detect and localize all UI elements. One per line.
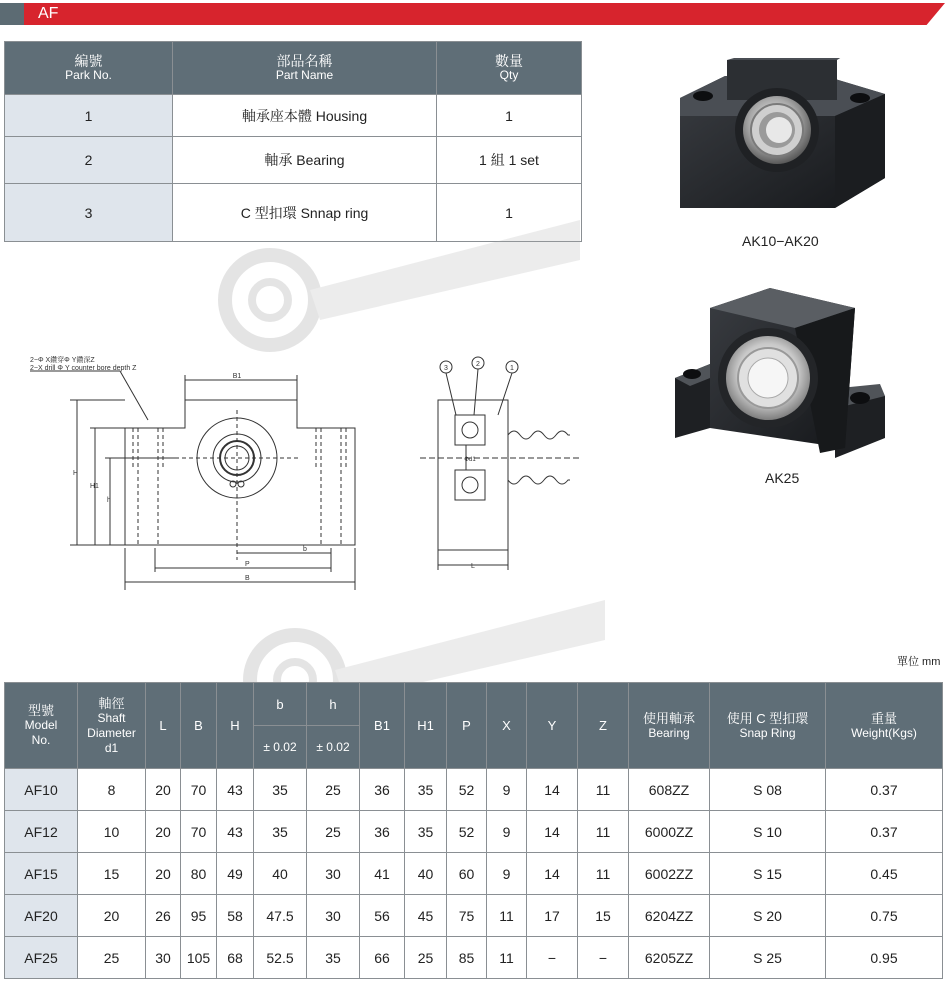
photo-caption-2: AK25 (765, 470, 800, 486)
spec-cell: 49 (217, 853, 254, 895)
dim-L: L (471, 563, 475, 570)
spec-cell: 30 (146, 937, 181, 979)
spec-cell: 26 (146, 895, 181, 937)
spec-cell: 45 (405, 895, 447, 937)
parts-row: 3 C 型扣環 Snnap ring 1 (5, 184, 582, 242)
spec-cell: 6204ZZ (629, 895, 710, 937)
dim-P: P (245, 561, 250, 568)
spec-cell: AF15 (5, 853, 78, 895)
spec-row (5, 895, 943, 937)
spec-cell: 70 (181, 811, 217, 853)
spec-cell: 70 (181, 769, 217, 811)
col-L: L (146, 683, 181, 769)
spec-cell: 11 (578, 811, 629, 853)
spec-cell: 11 (578, 853, 629, 895)
spec-cell: 0.45 (826, 853, 943, 895)
header-band (24, 3, 945, 25)
spec-cell: 35 (254, 769, 307, 811)
unit-label: 單位 mm (897, 656, 941, 668)
spec-cell: − (578, 937, 629, 979)
spec-cell: S 25 (710, 937, 826, 979)
spec-cell: 6205ZZ (629, 937, 710, 979)
spec-cell: 14 (527, 853, 578, 895)
spec-cell: 30 (307, 895, 360, 937)
col-bearing: 使用軸承 Bearing (629, 683, 710, 769)
spec-cell: AF10 (5, 769, 78, 811)
product-photo-ak10-ak20 (675, 58, 895, 228)
spec-cell: S 10 (710, 811, 826, 853)
spec-row (5, 769, 943, 811)
spec-cell: S 20 (710, 895, 826, 937)
spec-cell: 30 (307, 853, 360, 895)
spec-cell: 9 (487, 769, 527, 811)
col-weight: 重量 Weight(Kgs) (826, 683, 943, 769)
col-h-tolerance: ± 0.02 (307, 726, 360, 769)
photo-caption-1: AK10−AK20 (742, 233, 819, 249)
spec-cell: 25 (78, 937, 146, 979)
col-H1: H1 (405, 683, 447, 769)
col-shaft: 軸徑 Shaft Diameter d1 (78, 683, 146, 769)
parts-row: 2 軸承 Bearing 1 組 1 set (5, 137, 582, 184)
spec-cell: AF25 (5, 937, 78, 979)
spec-cell: 66 (360, 937, 405, 979)
spec-cell: 75 (447, 895, 487, 937)
spec-cell: 10 (78, 811, 146, 853)
spec-cell: 0.75 (826, 895, 943, 937)
col-snap-ring: 使用 C 型扣環 Snap Ring (710, 683, 826, 769)
spec-cell: 11 (487, 937, 527, 979)
spec-cell: 8 (78, 769, 146, 811)
col-h: h (307, 683, 360, 726)
spec-cell: 40 (254, 853, 307, 895)
dim-h: h (107, 497, 111, 504)
spec-cell: 36 (360, 811, 405, 853)
spec-cell: 105 (181, 937, 217, 979)
spec-cell: 36 (360, 769, 405, 811)
drawing-note-1: 2−Φ X鑽穿Φ Y鑽深Z (30, 357, 95, 364)
col-Y: Y (527, 683, 578, 769)
spec-cell: 43 (217, 811, 254, 853)
col-b: b (254, 683, 307, 726)
dim-H: H (73, 470, 79, 477)
spec-cell: S 15 (710, 853, 826, 895)
spec-row (5, 811, 943, 853)
spec-cell: 68 (217, 937, 254, 979)
parts-header-qty: 數量 Qty (437, 42, 582, 95)
parts-header-name: 部品名稱 Part Name (173, 42, 437, 95)
spec-cell: 608ZZ (629, 769, 710, 811)
spec-cell: 0.37 (826, 769, 943, 811)
spec-cell: 6002ZZ (629, 853, 710, 895)
spec-cell: 52.5 (254, 937, 307, 979)
spec-cell: 6000ZZ (629, 811, 710, 853)
spec-cell: S 08 (710, 769, 826, 811)
dim-d1: Φd1 (464, 457, 476, 463)
dim-b: b (303, 546, 307, 553)
dim-B1: B1 (232, 373, 242, 380)
balloon-1: 1 (510, 365, 514, 372)
spec-row (5, 937, 943, 979)
spec-cell: 52 (447, 769, 487, 811)
parts-row: 1 軸承座本體 Housing 1 (5, 95, 582, 137)
parts-header-no: 編號 Park No. (5, 42, 173, 95)
spec-cell: 11 (578, 769, 629, 811)
spec-cell: 15 (578, 895, 629, 937)
spec-cell: 11 (487, 895, 527, 937)
spec-cell: 41 (360, 853, 405, 895)
dim-B: B (245, 575, 250, 582)
spec-cell: 35 (405, 769, 447, 811)
spec-cell: 17 (527, 895, 578, 937)
spec-cell: 9 (487, 853, 527, 895)
spec-cell: 43 (217, 769, 254, 811)
col-b-tolerance: ± 0.02 (254, 726, 307, 769)
section-title: AF (38, 5, 59, 22)
header-accent (0, 3, 24, 25)
col-B1: B1 (360, 683, 405, 769)
spec-cell: 0.95 (826, 937, 943, 979)
spec-cell: 80 (181, 853, 217, 895)
spec-cell: 58 (217, 895, 254, 937)
spec-row (5, 853, 943, 895)
spec-cell: 20 (146, 769, 181, 811)
spec-cell: 20 (146, 853, 181, 895)
spec-cell: 25 (307, 811, 360, 853)
balloon-2: 2 (476, 361, 480, 368)
spec-cell: 56 (360, 895, 405, 937)
spec-cell: 20 (146, 811, 181, 853)
spec-cell: 40 (405, 853, 447, 895)
spec-cell: 52 (447, 811, 487, 853)
spec-cell: 85 (447, 937, 487, 979)
spec-cell: 35 (254, 811, 307, 853)
col-X: X (487, 683, 527, 769)
spec-cell: 25 (405, 937, 447, 979)
side-view-drawing (420, 355, 580, 575)
dim-H1: H1 (90, 483, 99, 490)
spec-cell: 0.37 (826, 811, 943, 853)
watermark-logo (210, 200, 590, 360)
col-B: B (181, 683, 217, 769)
spec-cell: 20 (78, 895, 146, 937)
section-header (0, 3, 945, 25)
spec-cell: 47.5 (254, 895, 307, 937)
spec-cell: AF20 (5, 895, 78, 937)
product-photo-ak25 (670, 288, 890, 463)
col-H: H (217, 683, 254, 769)
spec-cell: AF12 (5, 811, 78, 853)
spec-table (4, 682, 943, 979)
spec-cell: 35 (307, 937, 360, 979)
spec-cell: − (527, 937, 578, 979)
spec-cell: 14 (527, 769, 578, 811)
spec-cell: 35 (405, 811, 447, 853)
col-model: 型號 Model No. (5, 683, 78, 769)
spec-cell: 95 (181, 895, 217, 937)
col-P: P (447, 683, 487, 769)
spec-cell: 14 (527, 811, 578, 853)
drawing-note-2: 2−X drill Φ Y counter bore depth Z (30, 365, 137, 372)
balloon-3: 3 (444, 365, 448, 372)
spec-cell: 9 (487, 811, 527, 853)
spec-cell: 15 (78, 853, 146, 895)
col-Z: Z (578, 683, 629, 769)
spec-cell: 60 (447, 853, 487, 895)
front-view-drawing (25, 350, 365, 595)
spec-cell: 25 (307, 769, 360, 811)
